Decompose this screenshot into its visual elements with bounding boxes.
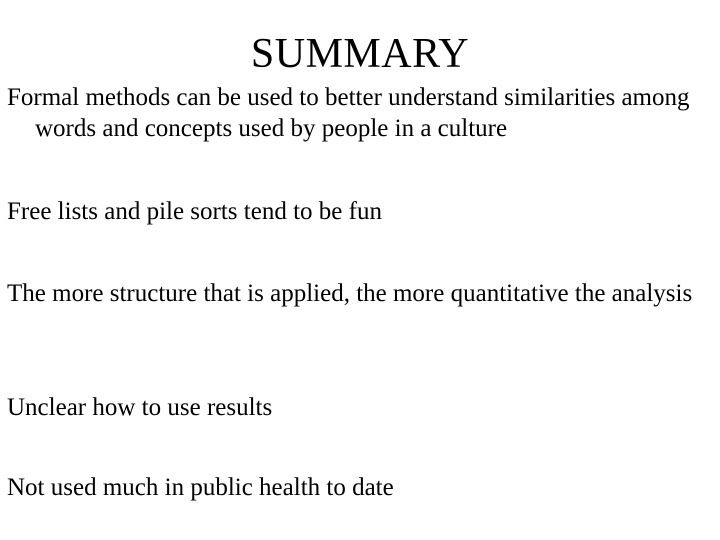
- bullet-item: Unclear how to use results: [7, 394, 273, 421]
- bullet-item: Free lists and pile sorts tend to be fun: [7, 198, 382, 225]
- bullet-item: Not used much in public health to date: [7, 474, 394, 501]
- bullet-item: The more structure that is applied, the more quantitative the analysis: [7, 280, 693, 307]
- bullet-item: Formal methods can be used to better understand similarities among words and concepts used by people in a culture: [7, 84, 690, 142]
- slide-title: SUMMARY: [250, 31, 470, 77]
